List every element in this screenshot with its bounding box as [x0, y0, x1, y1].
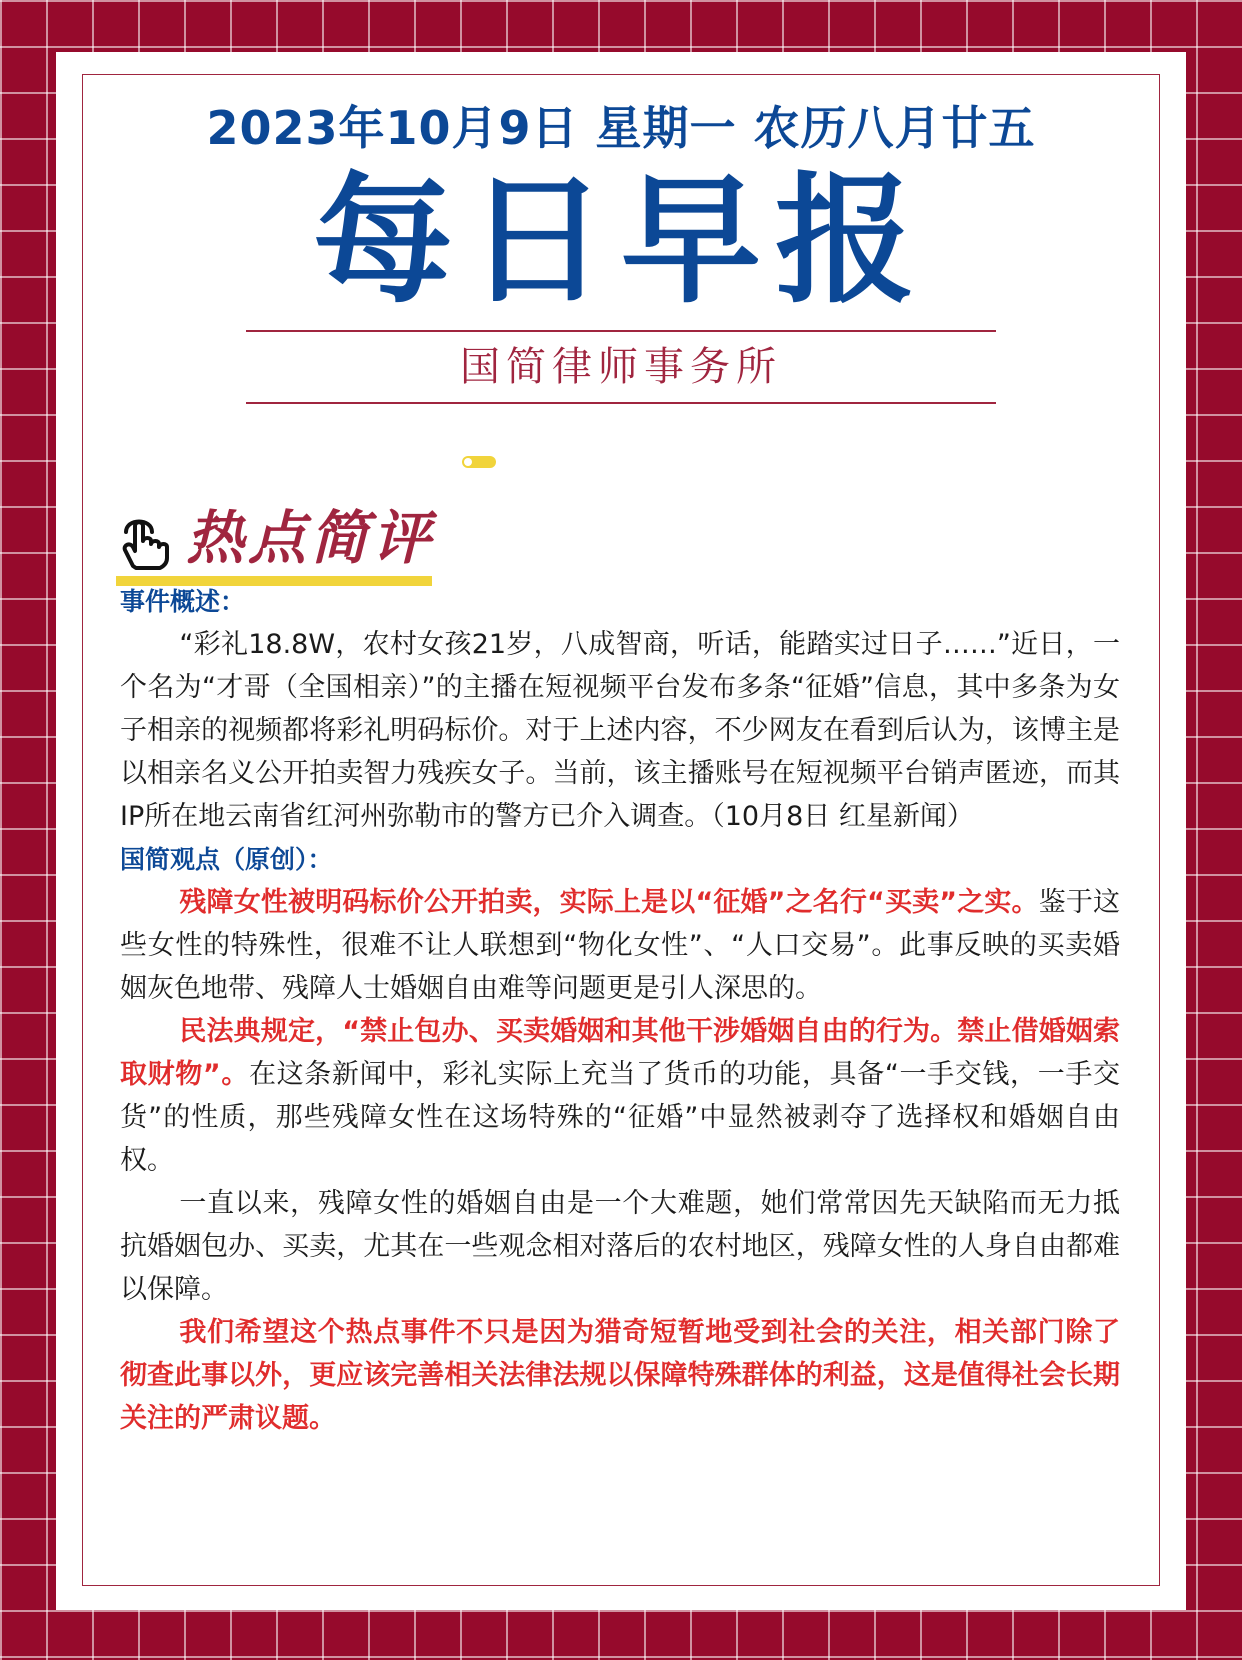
date-line: 2023年10月9日 星期一 农历八月廿五	[206, 101, 1036, 155]
divider-bottom	[246, 402, 996, 404]
view-paragraph-1	[120, 881, 1120, 1010]
view-paragraph-4: 我们希望这个热点事件不只是因为猎奇短暂地受到社会的关注，相关部门除了彻查此事以外，更应该完善相关法律法规以保障特殊群体的利益，这是值得社会长期关注的严肃议题。	[120, 1317, 1120, 1434]
event-paragraph: “彩礼18.8W，农村女孩21岁，八成智商，听话，能踏实过日子……”近日，一个名为“才哥（全国相亲）”的主播在短视频平台发布多条“征婚”信息，其中多条为女子相亲的视频都将彩礼明码标价。对于上述内容，不少网友在看到后认为，该博主是以相亲名义公开拍卖智力残疾女子。当前，该主播账号在短视频平台销声匿迹，而其IP所在地云南省红河州弥勒市的警方已介入调查。（10月8日 红星新闻）	[120, 629, 1120, 832]
firm-name: 国简律师事务所	[460, 344, 782, 390]
toggle-decoration-icon	[462, 456, 496, 468]
page-title: 每日早报	[312, 160, 929, 323]
section-title: 热点简评	[186, 504, 435, 572]
article-body	[120, 580, 1120, 1440]
view-1-text: 鉴于这些女性的特殊性，很难不让人联想到“物化女性”、“人口交易”。此事反映的买卖婚姻灰色地带、残障人士婚姻自由难等问题更是引人深思的。	[120, 887, 1121, 1004]
view-2-highlight: 民法典规定，“禁止包办、买卖婚姻和其他干涉婚姻自由的行为。禁止借婚姻索取财物”。	[120, 1016, 1120, 1090]
divider-top	[246, 330, 996, 332]
view-paragraph-3: 一直以来，残障女性的婚姻自由是一个大难题，她们常常因先天缺陷而无力抵抗婚姻包办、买卖，尤其在一些观念相对落后的农村地区，残障女性的人身自由都难以保障。	[120, 1188, 1120, 1305]
view-1-highlight: 残障女性被明码标价公开拍卖，实际上是以“征婚”之名行“买卖”之实。	[179, 887, 1039, 918]
view-paragraph-2	[120, 1010, 1120, 1182]
hand-pointer-icon	[116, 510, 176, 572]
event-label: 事件概述：	[120, 587, 246, 616]
paper-card	[56, 52, 1186, 1610]
view-label: 国简观点（原创）：	[120, 845, 333, 874]
view-2-text: 在这条新闻中，彩礼实际上充当了货币的功能，具备“一手交钱，一手交货”的性质，那些残障女性在这场特殊的“征婚”中显然被剥夺了选择权和婚姻自由权。	[120, 1059, 1120, 1176]
